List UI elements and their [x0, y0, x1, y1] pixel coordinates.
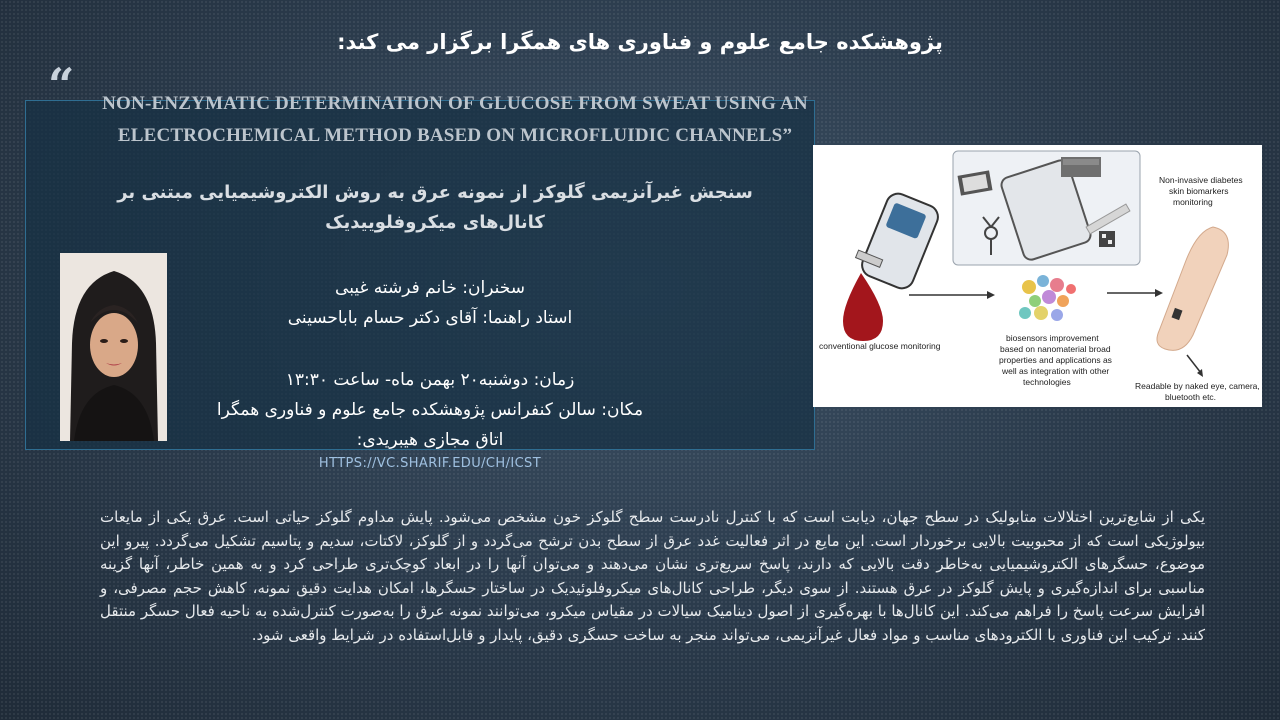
- nanomaterials-icon: [1019, 275, 1076, 321]
- figure-label-biosensors-4: technologies: [1023, 377, 1071, 387]
- figure-label-noninvasive-2: monitoring: [1173, 197, 1213, 207]
- figure-label-readable-0: Readable by naked eye, camera,: [1135, 381, 1260, 391]
- figure-label-conventional: conventional glucose monitoring: [819, 341, 941, 351]
- arm-icon: [1157, 227, 1228, 350]
- figure-label-noninvasive-1: skin biomarkers: [1169, 186, 1229, 196]
- figure-label-biosensors-0: biosensors improvement: [1006, 333, 1099, 343]
- speaker-photo: [60, 253, 167, 441]
- speaker-line: سخنران: خانم فرشته غیبی: [335, 278, 525, 298]
- glucose-monitoring-figure: [813, 145, 1262, 407]
- figure-label-readable-1: bluetooth etc.: [1165, 392, 1217, 402]
- figure-label-biosensors-1: based on nanomaterial broad: [1000, 344, 1111, 354]
- talk-title-persian: سنجش غیرآنزیمی گلوکز از نمونه عرق به روش الکتروشیمیایی مبتنی بر کانال‌های میکروفلوییدیک: [117, 182, 753, 233]
- venue-line: مکان: سالن کنفرانس پژوهشکده جامع علوم و فناوری همگرا: [216, 400, 644, 420]
- blood-drop-icon: [843, 273, 883, 341]
- event-header: پژوهشکده جامع علوم و فناوری های همگرا برگزار می کند:: [337, 30, 943, 54]
- figure-label-noninvasive-0: Non-invasive diabetes: [1159, 175, 1243, 185]
- meeting-link[interactable]: HTTPS://VC.SHARIF.EDU/CH/ICST: [318, 456, 542, 471]
- figure-label-biosensors-2: properties and applications as: [999, 355, 1112, 365]
- qr-code-icon: [1099, 231, 1115, 247]
- figure-label-biosensors-3: well as integration with other: [1002, 366, 1110, 376]
- advisor-line: استاد راهنما: آقای دکتر حسام باباحسینی: [287, 308, 573, 328]
- abstract-paragraph: یکی از شایع‌ترین اختلالات متابولیک در سطح جهان، دیابت است که با کنترل نادرست سطح گلوکز خون مشخص می‌شود. پایش مداوم گلوکز حیاتی است. عرق یکی از مایعات بیولوژیکی است که از محبوبیت بالایی برخوردار است. این مایع در اثر فعالیت غدد عرق از سطح بدن ترشح می‌گردد و از گلوکز، لاکتات، سدیم و پتاسیم تشکیل می‌گردد. پیرو این موضوع، حسگرهای الکتروشیمیایی به‌خاطر دقت بالایی که دارند، پاسخ سریع‌تری نشان می‌دهند و می‌توان آنها را در ابعاد کوچک‌تری طراحی کرد و به همین خاطر، آنها گزینه مناسبی برای اندازه‌گیری و پایش گلوکز در عرق هستند. از سوی دیگر، طراحی کانال‌های میکروفلوئیدیک در ساختار حسگرها، امکان هدایت دقیق نمونه، کاهش حجم مصرفی، و افزایش سرعت پاسخ را فراهم می‌کند. این کانال‌ها با بهره‌گیری از اصول دینامیک سیالات در مقیاس میکرو، می‌توانند نمونه عرق را به‌صورت کنترل‌شده به ناحیه فعال حسگر منتقل کنند. ترکیب این فناوری با الکترودهای مناسب و مواد فعال غیرآنزیمی، می‌تواند منجر به ساخت حسگری دقیق، پایدار و قابل‌استفاده در شرایط واقعی شود.: [100, 508, 1205, 644]
- glucometer-icon: [856, 190, 942, 292]
- talk-title-english: NON-ENZYMATIC DETERMINATION OF GLUCOSE FROM SWEAT USING AN ELECTROCHEMICAL METHOD BASED ON MICROFLUIDIC CHANNELS”: [102, 93, 808, 146]
- time-line: زمان: دوشنبه۲۰ بهمن ماه- ساعت ۱۳:۳۰: [285, 370, 575, 390]
- virtual-room-line: اتاق مجازی هیبریدی:: [356, 430, 504, 450]
- quote-mark: “: [48, 58, 75, 112]
